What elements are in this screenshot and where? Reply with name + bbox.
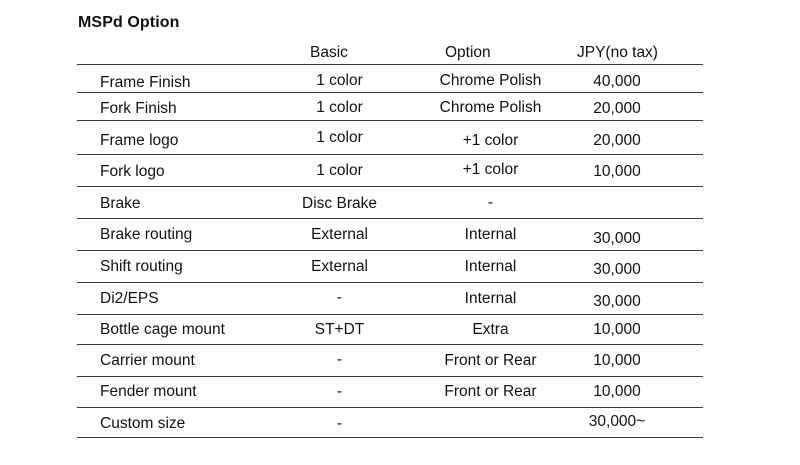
cell-option: Extra xyxy=(472,321,509,338)
cell-price: 10,000 xyxy=(593,321,641,338)
table-row xyxy=(77,314,703,345)
cell-option: +1 color xyxy=(462,161,519,178)
cell-item: Di2/EPS xyxy=(100,290,159,307)
header-price: JPY(no tax) xyxy=(577,44,658,61)
cell-price: 10,000 xyxy=(593,352,641,369)
cell-item: Brake xyxy=(100,195,141,212)
cell-basic: External xyxy=(311,226,368,243)
cell-basic: Disc Brake xyxy=(302,195,377,212)
cell-item: Fork logo xyxy=(100,163,165,180)
cell-price: 20,000 xyxy=(593,100,641,117)
cell-option: Internal xyxy=(464,290,517,307)
cell-basic: - xyxy=(336,289,343,306)
cell-option: - xyxy=(487,194,494,211)
cell-option: Chrome Polish xyxy=(439,99,542,116)
table-row xyxy=(77,186,703,219)
page-title: MSPd Option xyxy=(78,14,180,31)
table-row xyxy=(77,154,703,187)
cell-price: 30,000 xyxy=(593,230,641,247)
cell-price: 10,000 xyxy=(593,383,641,400)
cell-item: Custom size xyxy=(100,415,186,432)
cell-price: 30,000 xyxy=(593,261,641,278)
cell-option: Front or Rear xyxy=(444,352,537,369)
cell-option: Internal xyxy=(464,226,517,243)
table-row xyxy=(77,250,703,283)
cell-option: Internal xyxy=(464,258,517,275)
header-basic: Basic xyxy=(310,44,348,61)
cell-item: Shift routing xyxy=(100,258,183,275)
cell-basic: - xyxy=(336,383,343,400)
cell-basic: ST+DT xyxy=(314,321,365,338)
cell-basic: 1 color xyxy=(316,129,363,146)
cell-item: Frame logo xyxy=(100,132,179,149)
table-row xyxy=(77,376,703,408)
table-row xyxy=(77,407,703,438)
table-row xyxy=(77,344,703,377)
cell-item: Carrier mount xyxy=(100,352,195,369)
cell-option: Chrome Polish xyxy=(439,72,542,89)
cell-basic: 1 color xyxy=(316,72,363,89)
table-row xyxy=(77,282,703,315)
cell-price: 20,000 xyxy=(593,132,641,149)
cell-item: Fork Finish xyxy=(100,100,177,117)
cell-basic: - xyxy=(336,351,343,368)
cell-item: Brake routing xyxy=(100,226,193,243)
table-row xyxy=(77,92,703,121)
table-header xyxy=(77,42,703,64)
cell-basic: - xyxy=(336,415,343,432)
option-table xyxy=(77,0,703,465)
table-row xyxy=(77,120,703,155)
header-option: Option xyxy=(445,44,491,61)
cell-basic: 1 color xyxy=(316,99,363,116)
cell-price: 30,000~ xyxy=(588,413,646,430)
cell-price: 10,000 xyxy=(593,163,641,180)
cell-price: 30,000 xyxy=(593,293,641,310)
cell-option: +1 color xyxy=(462,132,519,149)
cell-item: Frame Finish xyxy=(100,74,191,91)
cell-item: Fender mount xyxy=(100,383,197,400)
cell-option: Front or Rear xyxy=(444,383,537,400)
cell-price: 40,000 xyxy=(593,73,641,90)
cell-basic: External xyxy=(311,258,368,275)
table-bottom-rule xyxy=(77,437,703,438)
table-row xyxy=(77,64,703,93)
table-row xyxy=(77,218,703,251)
cell-basic: 1 color xyxy=(316,162,363,179)
cell-item: Bottle cage mount xyxy=(100,321,225,338)
